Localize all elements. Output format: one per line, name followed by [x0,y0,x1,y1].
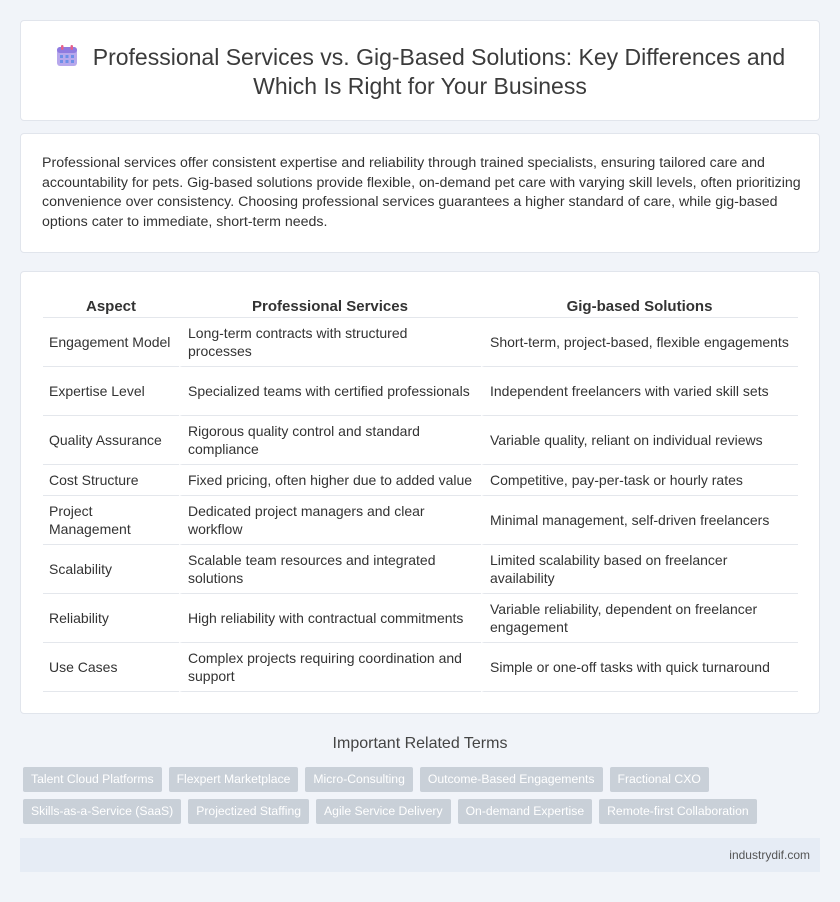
cell-aspect: Project Management [43,496,179,545]
intro-paragraph: Professional services offer consistent expertise and reliability through trained specialists, ensuring tailored care and accountability for pets. Gig-based solutions provide flexible, on-demand pet care with varying skill levels, often prioritizing convenience over consistency. Choosing professional services guarantees a higher standard of care, while gig-based options cater to immediate, short-term needs. [42,155,801,230]
cell-gig: Short-term, project-based, flexible engagements [481,318,798,367]
cell-professional: Specialized teams with certified professionals [179,367,481,416]
page-title-text: Professional Services vs. Gig-Based Solutions: Key Differences and Which Is Right for Your Business [92,44,786,99]
footer-site-link[interactable]: industrydif.com [729,848,810,862]
tag-row [23,767,813,792]
cell-gig: Simple or one-off tasks with quick turnaround [481,643,798,692]
table-row [43,643,798,692]
cell-professional: High reliability with contractual commitments [179,594,481,643]
cell-aspect: Use Cases [43,643,179,692]
cell-aspect: Scalability [43,545,179,594]
table-row [43,545,798,594]
cell-professional: Dedicated project managers and clear workflow [179,496,481,545]
cell-aspect: Expertise Level [43,367,179,416]
footer [20,838,820,872]
comparison-table [43,295,798,692]
calendar-icon [55,44,79,68]
tag-on-demand-expertise[interactable]: On-demand Expertise [458,799,593,824]
table-row [43,594,798,643]
cell-professional: Rigorous quality control and standard compliance [179,416,481,465]
tag-fractional-cxo[interactable]: Fractional CXO [610,767,709,792]
cell-professional: Fixed pricing, often higher due to added value [179,465,481,496]
tag-row [23,799,813,824]
cell-professional: Complex projects requiring coordination and support [179,643,481,692]
cell-professional: Long-term contracts with structured processes [179,318,481,367]
related-terms-list [23,767,813,831]
cell-gig: Independent freelancers with varied skill sets [481,367,798,416]
table-row [43,318,798,367]
table-row [43,416,798,465]
header-aspect: Aspect [43,295,179,318]
header-gig: Gig-based Solutions [481,295,798,318]
tag-skills-as-a-service[interactable]: Skills-as-a-Service (SaaS) [23,799,181,824]
tag-micro-consulting[interactable]: Micro-Consulting [305,767,412,792]
tag-outcome-based-engagements[interactable]: Outcome-Based Engagements [420,767,603,792]
cell-aspect: Cost Structure [43,465,179,496]
tag-talent-cloud-platforms[interactable]: Talent Cloud Platforms [23,767,162,792]
cell-gig: Limited scalability based on freelancer availability [481,545,798,594]
tag-remote-first-collaboration[interactable]: Remote-first Collaboration [599,799,757,824]
tag-flexpert-marketplace[interactable]: Flexpert Marketplace [169,767,299,792]
cell-gig: Competitive, pay-per-task or hourly rates [481,465,798,496]
header-professional: Professional Services [179,295,481,318]
intro-card [20,133,820,253]
cell-aspect: Engagement Model [43,318,179,367]
related-terms-title: Important Related Terms [332,735,508,752]
cell-aspect: Reliability [43,594,179,643]
table-row [43,496,798,545]
title-card [20,20,820,121]
tag-agile-service-delivery[interactable]: Agile Service Delivery [316,799,451,824]
cell-gig: Variable reliability, dependent on freelancer engagement [481,594,798,643]
comparison-card [20,271,820,714]
cell-professional: Scalable team resources and integrated solutions [179,545,481,594]
table-header-row [43,295,798,318]
table-row [43,465,798,496]
cell-aspect: Quality Assurance [43,416,179,465]
tag-projectized-staffing[interactable]: Projectized Staffing [188,799,309,824]
cell-gig: Variable quality, reliant on individual reviews [481,416,798,465]
cell-gig: Minimal management, self-driven freelancers [481,496,798,545]
table-row [43,367,798,416]
page-title [21,43,819,101]
